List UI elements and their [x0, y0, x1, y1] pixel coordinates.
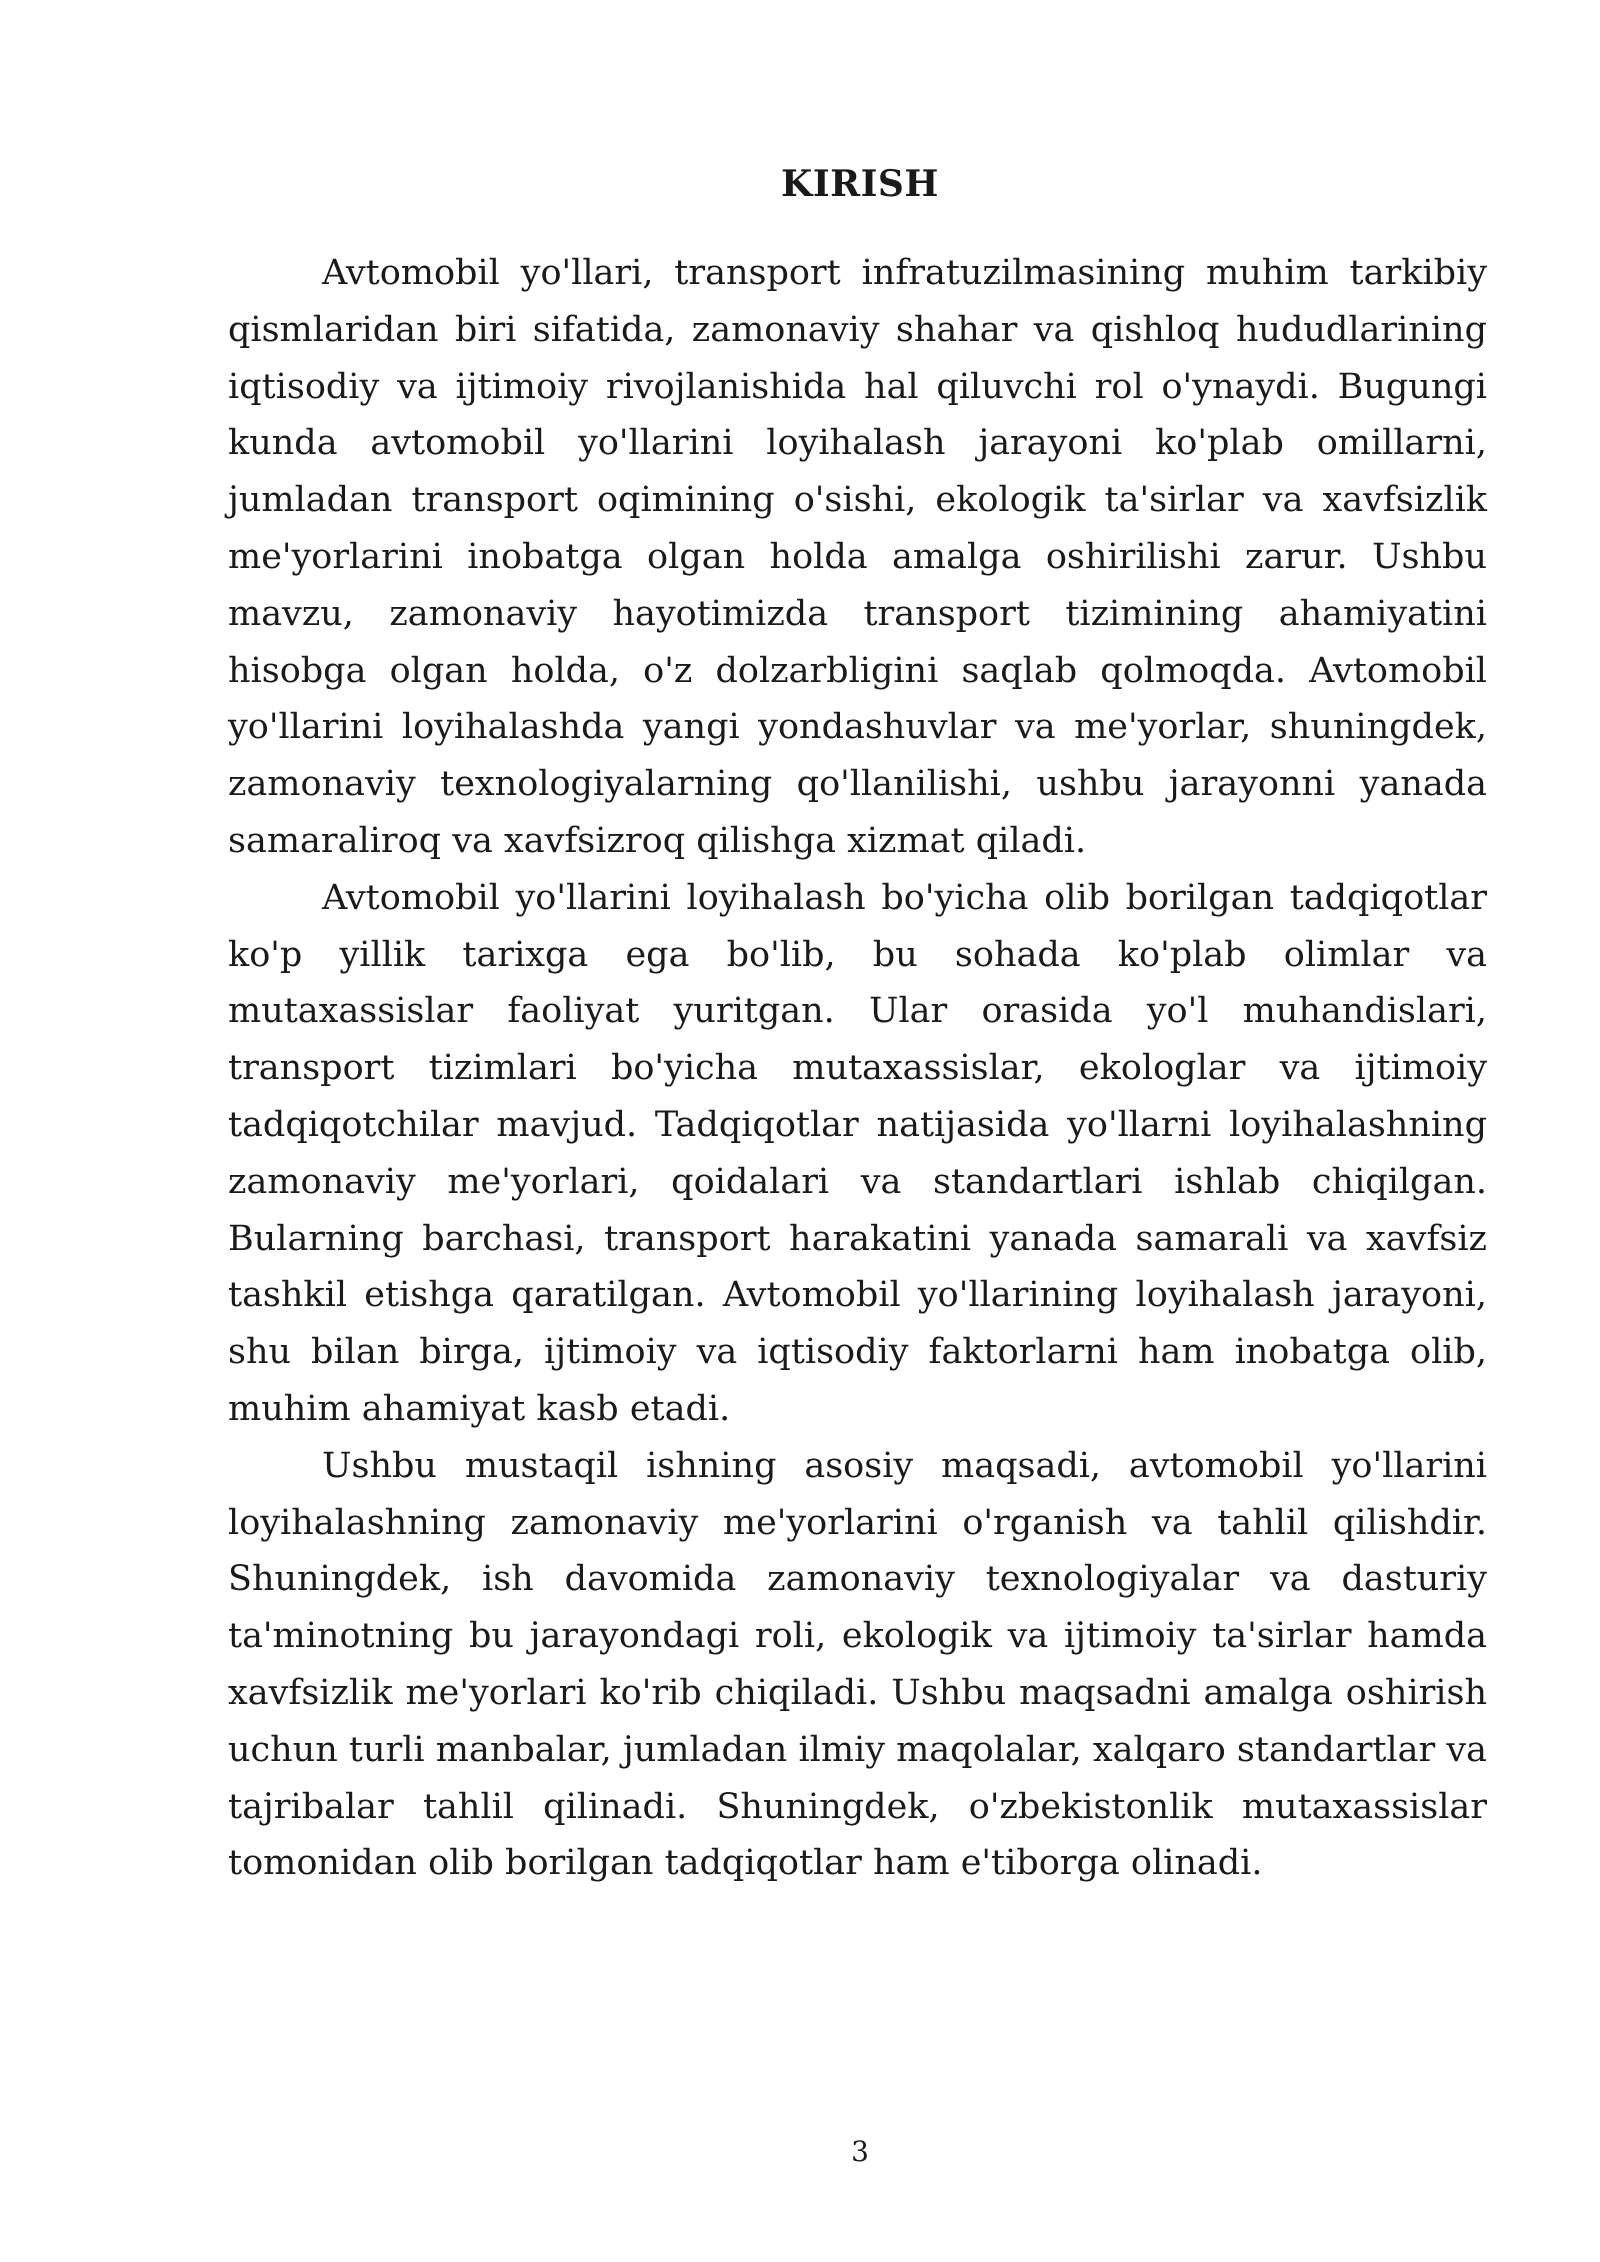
section-title: KIRISH [781, 163, 939, 205]
page-number: 3 [851, 2135, 869, 2168]
paragraph-3: Ushbu mustaqil ishning asosiy maqsadi, avtomobil yo'llarini loyihalashning zamonaviy me'yorlarini o'rganish va tahlil qilishdir. Shuningdek, ish davomida zamonaviy texnologiyalar va dasturiy ta'minotning bu jarayondagi roli, ekologik va ijtimoiy ta'sirlar hamda xavfsizlik me'yorlari ko'rib chiqiladi. Ushbu maqsadni amalga oshirish uchun turli manbalar, jumladan ilmiy maqolalar, xalqaro standartlar va tajribalar tahlil qilinadi. Shuningdek, o'zbekistonlik mutaxassislar tomonidan olib borilgan tadqiqotlar ham e'tiborga olinadi. [228, 1445, 1487, 1884]
paragraph-2: Avtomobil yo'llarini loyihalash bo'yicha olib borilgan tadqiqotlar ko'p yillik tarixga ega bo'lib, bu sohada ko'plab olimlar va mutaxassislar faoliyat yuritgan. Ular orasida yo'l muhandislari, transport tizimlari bo'yicha mutaxassislar, ekologlar va ijtimoiy tadqiqotchilar mavjud. Tadqiqotlar natijasida yo'llarni loyihalashning zamonaviy me'yorlari, qoidalari va standartlari ishlab chiqilgan. Bularning barchasi, transport harakatini yanada samarali va xavfsiz tashkil etishga qaratilgan. Avtomobil yo'llarining loyihalash jarayoni, shu bilan birga, ijtimoiy va iqtisodiy faktorlarni ham inobatga olib, muhim ahamiyat kasb etadi. [228, 877, 1487, 1429]
paragraph-1: Avtomobil yo'llari, transport infratuzilmasining muhim tarkibiy qismlaridan biri sifatida, zamonaviy shahar va qishloq hududlarining iqtisodiy va ijtimoiy rivojlanishida hal qiluvchi rol o'ynaydi. Bugungi kunda avtomobil yo'llarini loyihalash jarayoni ko'plab omillarni, jumladan transport oqimining o'sishi, ekologik ta'sirlar va xavfsizlik me'yorlarini inobatga olgan holda amalga oshirilishi zarur. Ushbu mavzu, zamonaviy hayotimizda transport tizimining ahamiyatini hisobga olgan holda, o'z dolzarbligini saqlab qolmoqda. Avtomobil yo'llarini loyihalashda yangi yondashuvlar va me'yorlar, shuningdek, zamonaviy texnologiyalarning qo'llanilishi, ushbu jarayonni yanada samaraliroq va xavfsizroq qilishga xizmat qiladi. [228, 253, 1487, 861]
body-text [228, 245, 1487, 1892]
